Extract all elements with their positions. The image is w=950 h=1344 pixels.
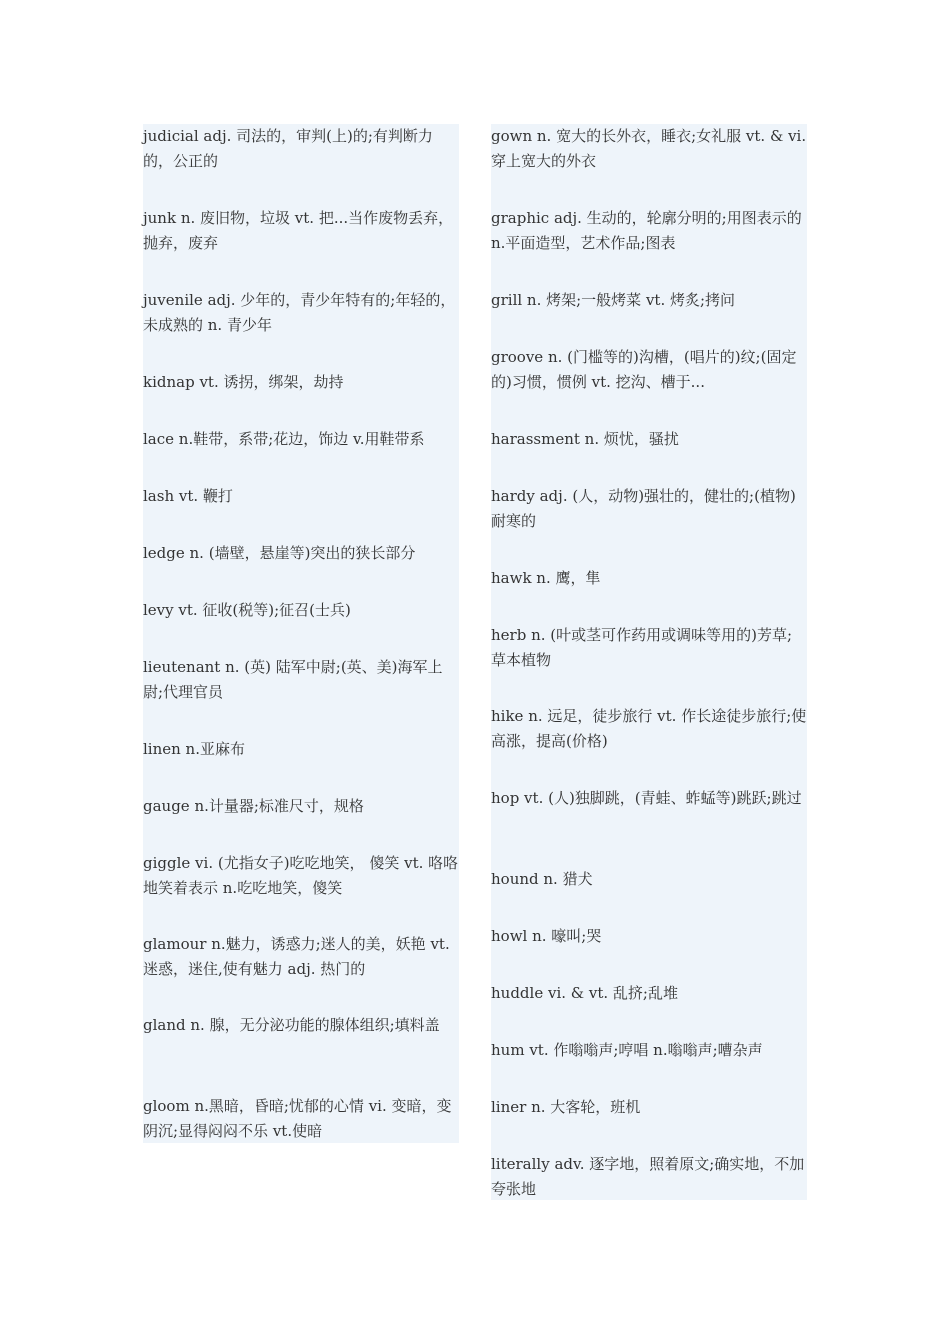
vocab-entry-text: judicial adj. 司法的，审判(上)的;有判断力的，公正的 <box>143 127 433 170</box>
vocab-entry-text: groove n. (门槛等的)沟槽，(唱片的)纹;(固定的)习惯，惯例 vt. 挖沟、槽于... <box>491 348 797 391</box>
vocab-entry-text: hike n. 远足，徒步旅行 vt. 作长途徒步旅行;使高涨，提高(价格) <box>491 707 807 750</box>
vocab-entry-text: hound n. 猎犬 <box>491 870 593 888</box>
vocab-entry <box>143 541 459 566</box>
vocab-entry-text: harassment n. 烦忧，骚扰 <box>491 430 679 448</box>
vocab-entry-text: hop vt. (人)独脚跳，(青蛙、蚱蜢等)跳跃;跳过 <box>491 789 802 807</box>
vocab-entry-text: huddle vi. & vt. 乱挤;乱堆 <box>491 984 678 1002</box>
vocab-entry <box>491 484 807 534</box>
vocab-entry <box>491 1038 807 1063</box>
vocab-entry <box>143 655 459 705</box>
vocab-entry-text: gland n. 腺，无分泌功能的腺体组织;填料盖 <box>143 1016 440 1034</box>
vocab-entry <box>491 623 807 673</box>
vocab-entry-text: lash vt. 鞭打 <box>143 487 233 505</box>
vocab-entry <box>143 427 459 452</box>
vocab-entry <box>143 932 459 982</box>
vocab-entry <box>143 206 459 256</box>
vocab-entry <box>491 345 807 395</box>
vocab-entry-text: herb n. (叶或茎可作药用或调味等用的)芳草;草本植物 <box>491 626 793 669</box>
vocab-entry-text: literally adv. 逐字地，照着原文;确实地，不加夸张地 <box>491 1155 805 1198</box>
vocab-entry-text: hardy adj. (人，动物)强壮的，健壮的;(植物)耐寒的 <box>491 487 796 530</box>
vocab-entry <box>143 598 459 623</box>
vocab-entry-text: lace n.鞋带，系带;花边，饰边 v.用鞋带系 <box>143 430 425 448</box>
vocab-entry-text: junk n. 废旧物，垃圾 vt. 把...当作废物丢弃，抛弃，废弃 <box>143 209 454 252</box>
vocab-entry <box>491 704 807 754</box>
vocab-entry-text: levy vt. 征收(税等);征召(士兵) <box>143 601 351 619</box>
vocab-entry <box>143 1013 459 1038</box>
vocab-entry <box>491 1095 807 1120</box>
vocab-entry <box>491 288 807 313</box>
vocab-entry <box>491 566 807 591</box>
vocab-entry-text: ledge n. (墙壁，悬崖等)突出的狭长部分 <box>143 544 416 562</box>
vocab-entry <box>143 794 459 819</box>
vocab-entry <box>143 288 459 338</box>
vocab-entry-text: grill n. 烤架;一般烤菜 vt. 烤炙;拷问 <box>491 291 736 309</box>
vocab-entry <box>143 484 459 509</box>
vocab-entry <box>491 924 807 949</box>
vocab-entry <box>491 1152 807 1202</box>
vocab-entry-text: linen n.亚麻布 <box>143 740 245 758</box>
vocab-entry-text: giggle vi. (尤指女子)吃吃地笑， 傻笑 vt. 咯咯地笑着表示 n.吃吃地笑，傻笑 <box>143 854 459 897</box>
vocab-entry <box>143 851 459 901</box>
vocab-entry-text: hawk n. 鹰，隼 <box>491 569 601 587</box>
vocab-entry-text: gauge n.计量器;标准尺寸，规格 <box>143 797 364 815</box>
vocab-entry <box>491 867 807 892</box>
vocab-entry-text: glamour n.魅力，诱惑力;迷人的美，妖艳 vt. 迷惑，迷住,使有魅力 adj. 热门的 <box>143 935 450 978</box>
vocab-entry-text: hum vt. 作嗡嗡声;哼唱 n.嗡嗡声;嘈杂声 <box>491 1041 763 1059</box>
vocab-entry <box>491 206 807 256</box>
vocab-entry-text: gown n. 宽大的长外衣，睡衣;女礼服 vt. & vi. 穿上宽大的外衣 <box>491 127 807 170</box>
vocab-entry <box>143 737 459 762</box>
vocab-entry <box>143 370 459 395</box>
vocab-entry-text: kidnap vt. 诱拐，绑架，劫持 <box>143 373 344 391</box>
vocab-entry <box>491 786 807 811</box>
vocab-entry <box>491 981 807 1006</box>
vocab-entry <box>491 427 807 452</box>
left-column <box>143 124 459 1143</box>
vocab-entry <box>491 124 807 174</box>
vocab-entry-text: lieutenant n. (英) 陆军中尉;(英、美)海军上尉;代理官员 <box>143 658 443 701</box>
vocab-entry-text: graphic adj. 生动的，轮廓分明的;用图表示的 n.平面造型，艺术作品;图表 <box>491 209 802 252</box>
vocab-entry <box>143 124 459 174</box>
vocab-entry-text: gloom n.黑暗，昏暗;忧郁的心情 vi. 变暗，变阴沉;显得闷闷不乐 vt.使暗 <box>143 1097 452 1140</box>
vocab-entry <box>143 1094 459 1144</box>
vocab-entry-text: liner n. 大客轮，班机 <box>491 1098 641 1116</box>
vocab-entry-text: howl n. 嚎叫;哭 <box>491 927 602 945</box>
right-column <box>491 124 807 1200</box>
vocab-entry-text: juvenile adj. 少年的，青少年特有的;年轻的，未成熟的 n. 青少年 <box>143 291 456 334</box>
